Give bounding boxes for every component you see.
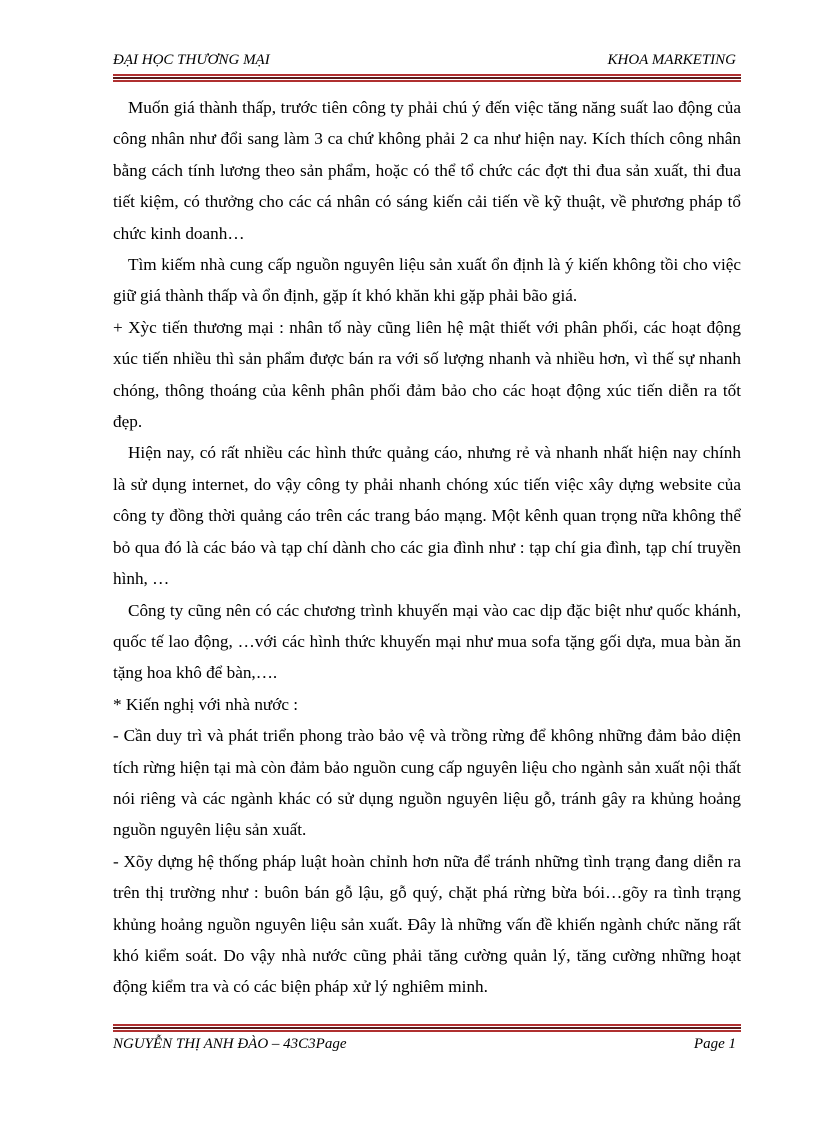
header-rule-line-3	[113, 80, 741, 82]
paragraph-7: - Cần duy trì và phát triển phong trào bảo vệ và trồng rừng để không những đảm bảo diện tích rừng hiện tại mà còn đảm bảo nguồn cung cấp nguyên liệu cho ngành sản xuất nội thất nói riêng và các ngành khác có sử dụng nguồn nguyên liệu gỗ, tránh gây ra khủng hoảng nguồn nguyên liệu sản xuất.	[113, 726, 741, 840]
header-rule	[113, 74, 741, 82]
footer-author: NGUYỄN THỊ ANH ĐÀO – 43C3Page	[113, 1036, 347, 1052]
footer-rule	[113, 1024, 741, 1032]
header-university: ĐẠI HỌC THƯƠNG MẠI	[113, 52, 270, 68]
body-text	[113, 92, 741, 1003]
paragraph-8: - Xõy dựng hệ thống pháp luật hoàn chỉnh hơn nữa để tránh những tình trạng đang diễn ra trên thị trường như : buôn bán gỗ lậu, gỗ quý, chặt phá rừng bừa bói…gõy ra tình trạng khủng hoảng nguồn nguyên liệu sản xuất. Đây là những vấn đề khiến ngành chức năng rất khó kiểm soát. Do vậy nhà nước cũng phải tăng cường quản lý, tăng cường những hoạt động kiểm tra và có các biện pháp xử lý nghiêm minh.	[113, 851, 741, 997]
footer-page-number: Page 1	[693, 1036, 736, 1052]
header-faculty: KHOA MARKETING	[607, 52, 736, 68]
page-header	[113, 52, 736, 72]
paragraph-2: Tìm kiếm nhà cung cấp nguồn nguyên liệu sản xuất ổn định là ý kiến không tồi cho việc giữ giá thành thấp và ổn định, gặp ít khó khăn khi gặp phải bão giá.	[113, 255, 741, 306]
paragraph-5: Công ty cũng nên có các chương trình khuyến mại vào cac dịp đặc biệt như quốc khánh, quốc tế lao động, …với các hình thức khuyến mại như mua sofa tặng gối dựa, mua bàn ăn tặng hoa khô để bàn,….	[113, 600, 741, 683]
page-footer	[113, 1036, 736, 1056]
paragraph-1: Muốn giá thành thấp, trước tiên công ty phải chú ý đến việc tăng năng suất lao động của công nhân như đổi sang làm 3 ca chứ không phải 2 ca như hiện nay. Kích thích công nhân bằng cách tính lương theo sản phẩm, hoặc có thể tổ chức các đợt thi đua sản xuất, thi đua tiết kiệm, có thưởng cho các cá nhân có sáng kiến cải tiến về kỹ thuật, về phương pháp tổ chức kinh doanh…	[113, 98, 741, 243]
paragraph-3: + Xỳc tiến thương mại : nhân tố này cũng liên hệ mật thiết với phân phối, các hoạt động xúc tiến nhiều thì sản phẩm được bán ra với số lượng nhanh và nhiều hơn, vì thế sự nhanh chóng, thông thoáng của kênh phân phối đảm bảo cho các hoạt động xúc tiến diễn ra tốt đẹp.	[113, 317, 741, 432]
paragraph-4: Hiện nay, có rất nhiều các hình thức quảng cáo, nhưng rẻ và nhanh nhất hiện nay chính là sử dụng internet, do vậy công ty phải nhanh chóng xúc tiến việc xây dựng website của công ty đồng thời quảng cáo trên các trang báo mạng. Một kênh quan trọng nữa không thể bỏ qua đó là các báo và tạp chí dành cho các gia đình như : tạp chí gia đình, tạp chí truyền hình, …	[113, 443, 741, 589]
paragraph-6: * Kiến nghị với nhà nước :	[113, 694, 299, 714]
footer-rule-line-3	[113, 1030, 741, 1032]
